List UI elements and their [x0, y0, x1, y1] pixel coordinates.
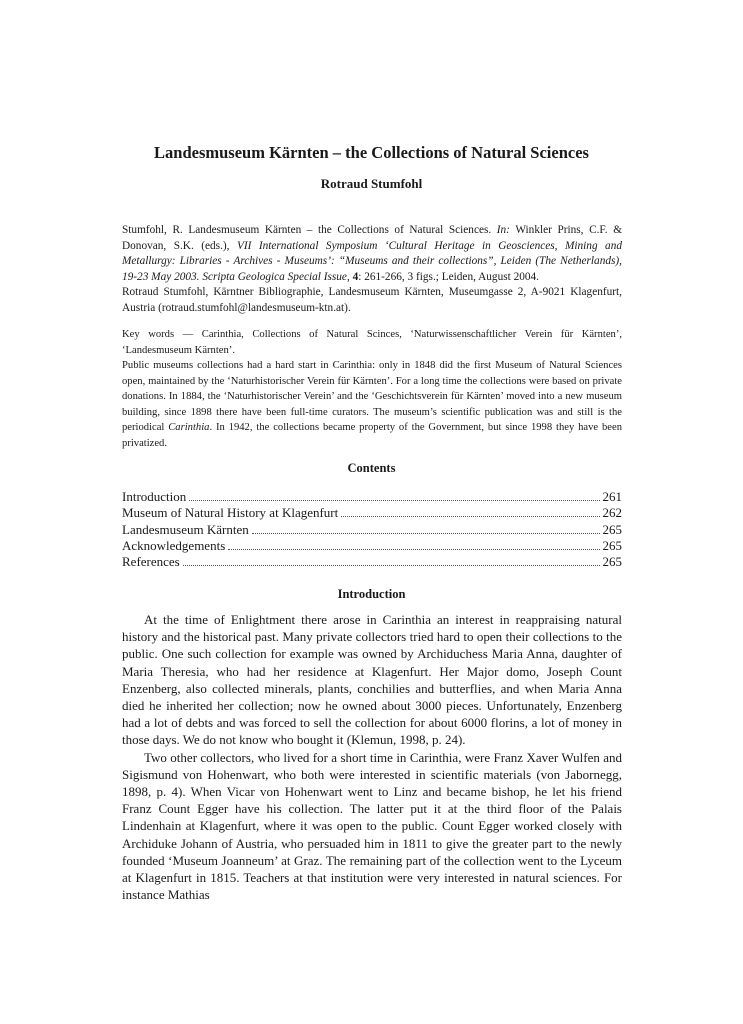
- toc-leader-dots: [183, 565, 600, 566]
- toc-leader-dots: [252, 533, 600, 534]
- toc-item-page: 261: [602, 489, 622, 504]
- toc-item-label: Acknowledgements: [122, 537, 226, 553]
- toc-leader-dots: [341, 516, 599, 517]
- citation-part2: Winkler Prins, C.F. & Donovan, S.K. (eds.),: [122, 224, 622, 252]
- author-name: Rotraud Stumfohl: [320, 176, 423, 191]
- paper-title: Landesmuseum Kärnten – the Collections of Natural Sciences: [154, 143, 589, 162]
- toc-leader-dots: [189, 500, 599, 501]
- citation: [122, 223, 622, 285]
- toc-item-label: References: [122, 554, 180, 570]
- toc-item-references: [122, 554, 622, 570]
- toc-item-label: Landesmuseum Kärnten: [122, 521, 249, 537]
- citation-volume: 4: [352, 270, 359, 283]
- citation-symposium: VII International Symposium ‘Cultural Heritage in Geosciences, Mining and Metallurgy: Libraries - Archives - Museums’: “Museums and their collections”, Leiden (The Netherlands), 19-23 May 2003. Scripta Geologica Special Issue: [122, 239, 622, 283]
- citation-part3: ,: [346, 270, 353, 283]
- toc-item-introduction: [122, 489, 622, 505]
- introduction-body: [122, 611, 622, 903]
- toc-item-museum: [122, 505, 622, 521]
- body-paragraph: At the time of Enlightment there arose in Carinthia an interest in reappraising natural history and the historical past. Many private collectors tried hard to open their collections to the public. One such collection for example was owned by Archiduchess Maria Anna, daughter of Maria Theresia, who had her residence at Klagenfurt. Her Major domo, Joseph Count Enzenberg, also collected minerals, plants, conchilies and butterflies, and when Maria Anna died he inherited her collection; now he owned about 3000 pieces. Unfortunately, Enzenberg had a lot of debts and was forced to sell the collection for about 6000 florins, a lot of money in those days. We do not know who bought it (Klemun, 1998, p. 24).: [122, 612, 622, 748]
- summary-part1: Public museums collections had a hard start in Carinthia: only in 1848 did the first Museum of Natural Sciences open, maintained by the ‘Naturhistorischer Verein für Kärnten’. For a long time the collections were based on private donations. In 1884, the ‘Naturhistorischer Verein’ and the ‘Geschichtsverein für Kärnten’ moved into a new museum building, since 1898 there have been full-time curators. The museum’s scientific publication was and still is the periodical: [122, 360, 622, 433]
- toc-leader-dots: [228, 549, 599, 550]
- keywords-block: [122, 327, 622, 451]
- toc-item-label: Introduction: [122, 489, 187, 504]
- summary-part2: . In 1942, the collections became property of the Government, but since 1998 they have been privatized.: [122, 422, 622, 449]
- table-of-contents: [122, 489, 622, 570]
- toc-item-page: 265: [602, 554, 622, 570]
- citation-part4: : 261-266, 3 figs.; Leiden, August 2004.: [358, 270, 540, 283]
- keywords: Key words — Carinthia, Collections of Natural Scinces, ‘Naturwissenschaftlicher Verein für Kärnten’, ‘Landesmuseum Kärnten’.: [122, 329, 622, 356]
- toc-item-label: Museum of Natural History at Klagenfurt: [122, 505, 339, 521]
- body-paragraph: Two other collectors, who lived for a short time in Carinthia, were Franz Xaver Wulfen and Sigismund von Hohenwart, who both were interested in scientific materials (von Jabornegg, 1898, p. 4). When Vicar von Hohenwart went to Linz and became bishop, he let his friend Franz Count Egger have his collection. The latter put it at the third floor of the Palais Lindenhain at Klagenfurt, where it was open to the public. Count Egger worked closely with Archiduke Johann of Austria, who persuaded him in 1811 to give the greater part to the newly founded ‘Museum Joanneum’ at Graz. The remaining part of the collection went to the Lyceum at Klagenfurt in 1815. Teachers at that institution were very interested in natural sciences. For instance Mathias: [122, 749, 622, 903]
- abstract-block: [122, 223, 622, 317]
- citation-in: In:: [496, 224, 510, 236]
- introduction-heading: Introduction: [337, 587, 406, 601]
- summary: [122, 358, 622, 451]
- toc-item-page: 265: [602, 537, 622, 553]
- toc-item-page: 265: [602, 521, 622, 537]
- summary-journal: Carinthia: [168, 422, 210, 433]
- citation-part1: Stumfohl, R. Landesmuseum Kärnten – the Collections of Natural Sciences.: [122, 224, 497, 236]
- toc-item-acknowledgements: [122, 538, 622, 554]
- toc-item-landesmuseum: [122, 522, 622, 538]
- contents-heading: Contents: [347, 461, 396, 475]
- author-address: Rotraud Stumfohl, Kärntner Bibliographie, Landesmuseum Kärnten, Museumgasse 2, A-9021 Klagenfurt, Austria (rotraud.stumfohl@landesmuseum-ktn.at).: [122, 286, 622, 314]
- toc-item-page: 262: [602, 505, 622, 521]
